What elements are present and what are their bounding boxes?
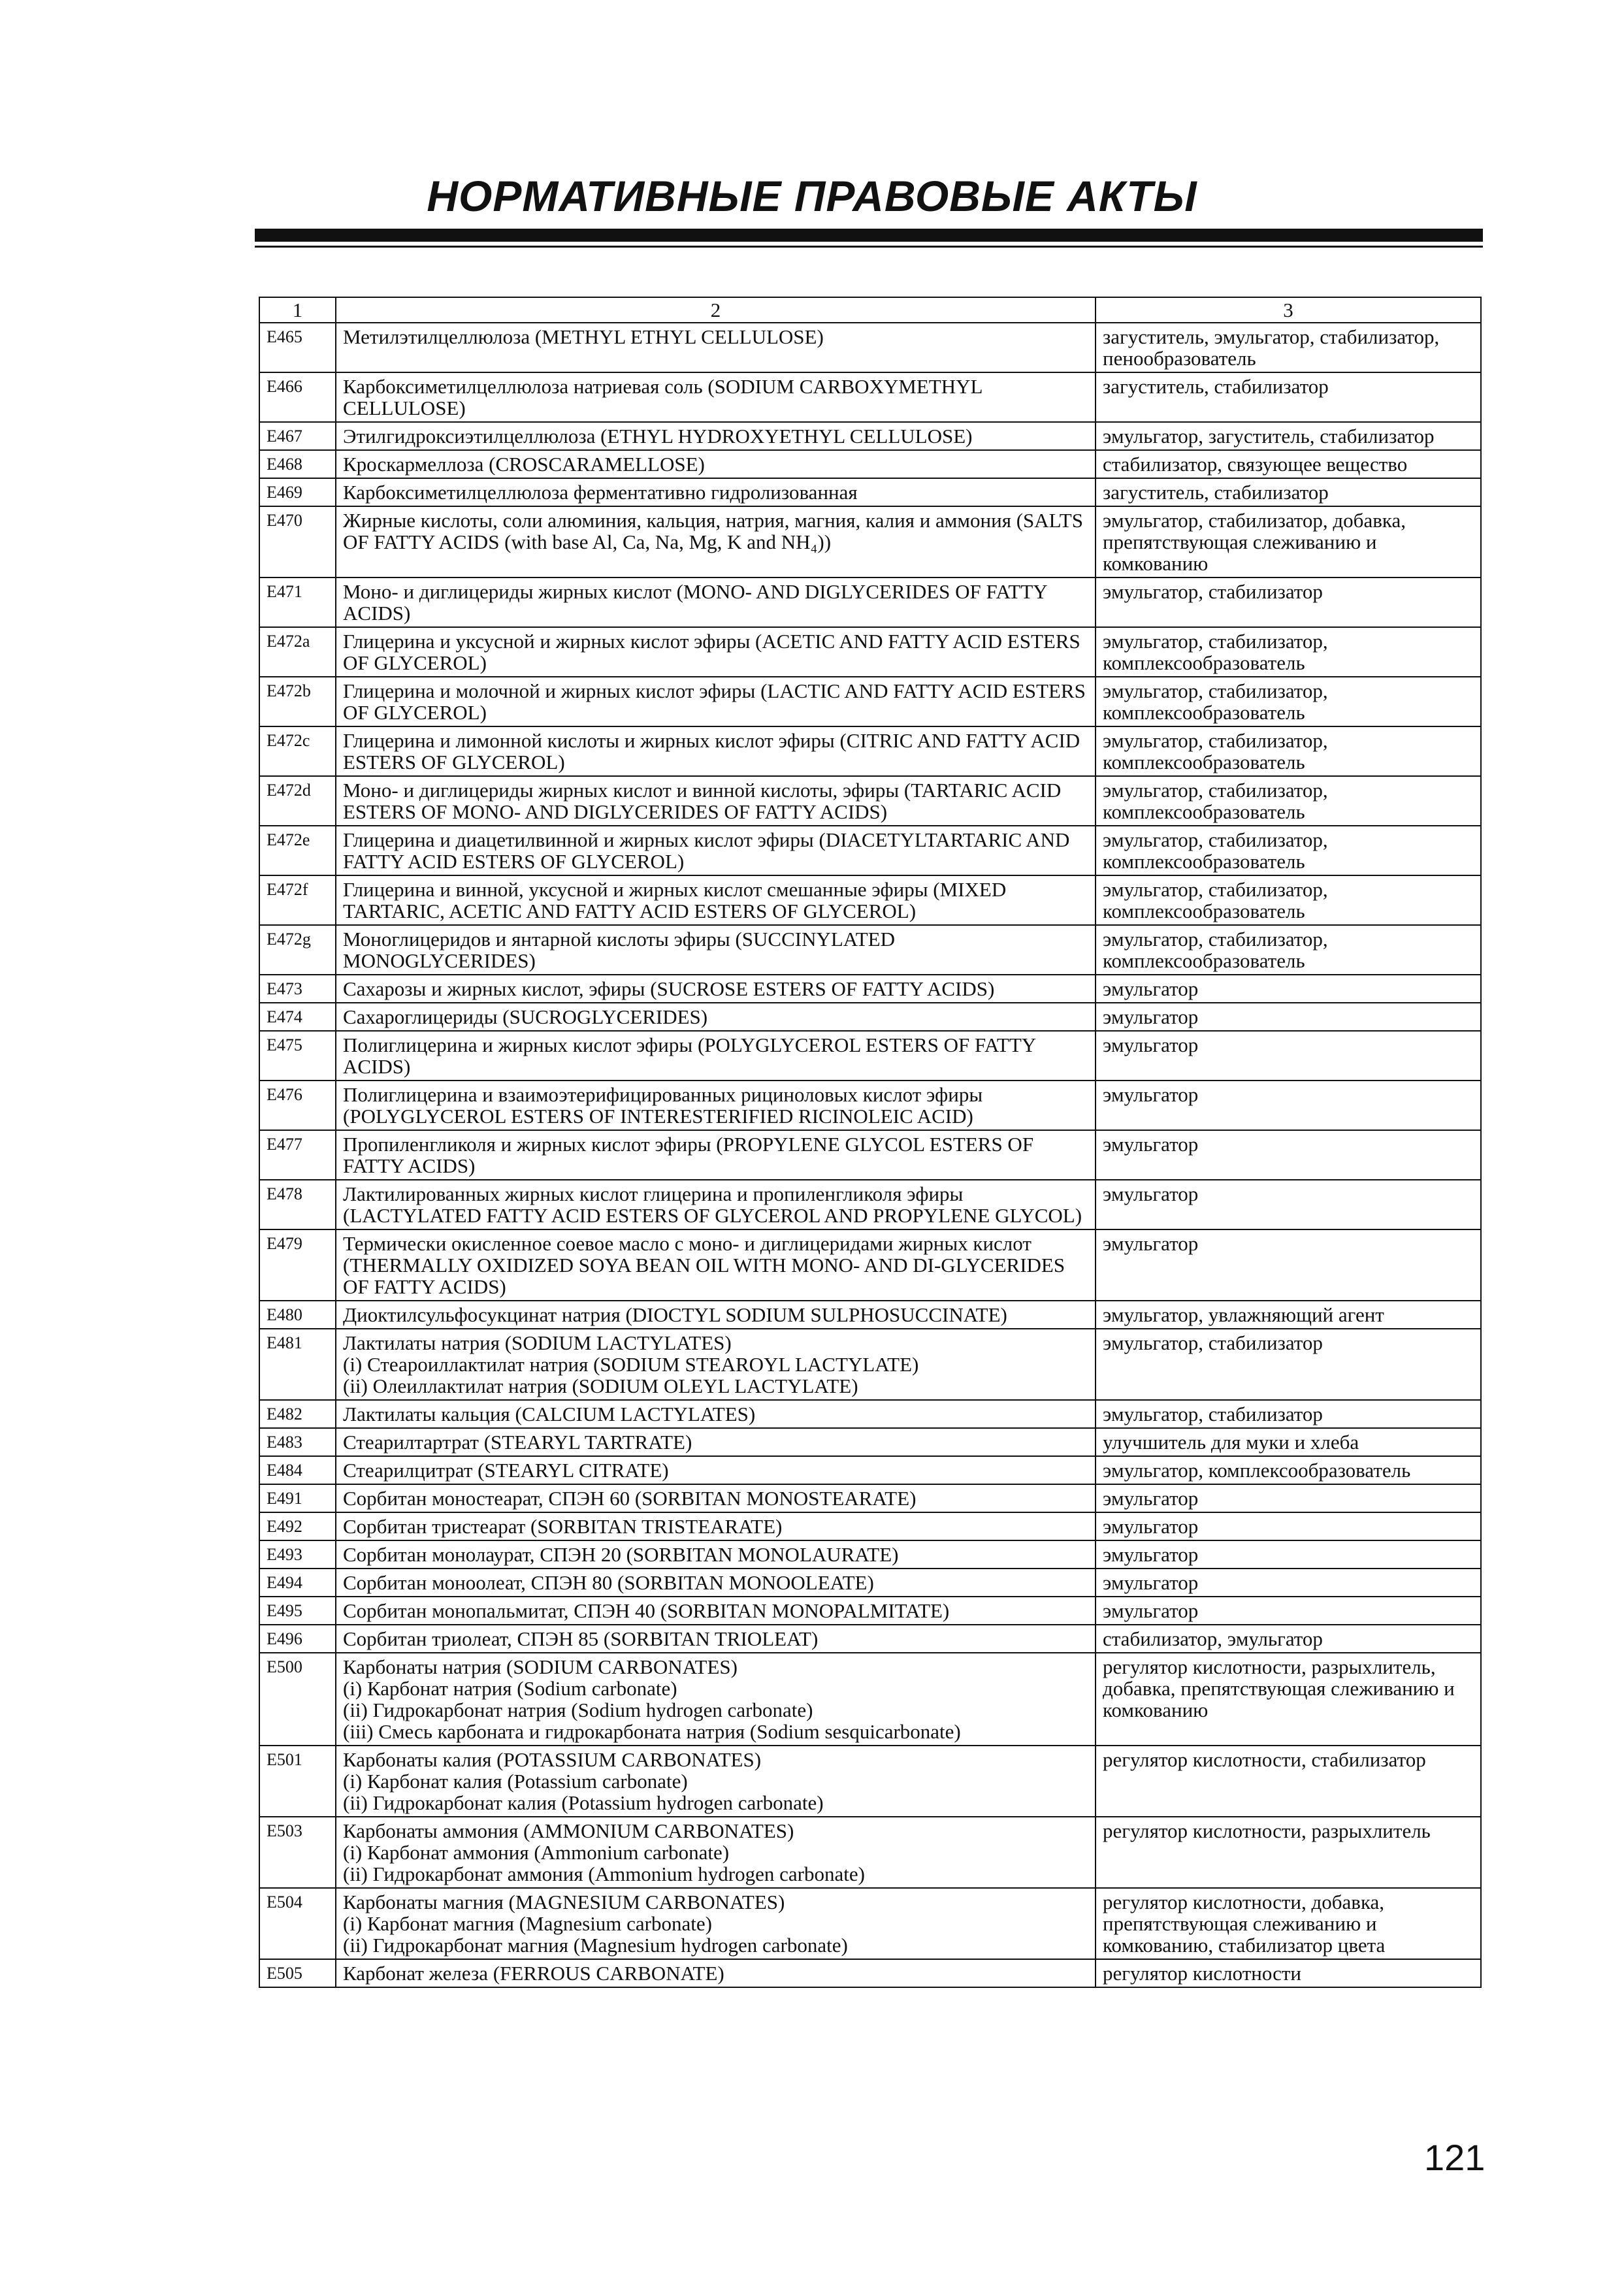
additive-function: эмульгатор, стабилизатор, комплексообразователь — [1096, 925, 1481, 975]
additive-name-cell — [336, 1329, 1096, 1400]
table-row — [259, 776, 1481, 826]
additive-subitem: (i) Карбонат магния (Magnesium carbonate) — [343, 1912, 712, 1935]
additive-name: Моно- и диглицериды жирных кислот (MONO- AND DIGLYCERIDES OF FATTY ACIDS) — [343, 580, 1047, 625]
column-header: 2 — [336, 297, 1096, 323]
additive-function: эмульгатор — [1096, 1540, 1481, 1569]
additive-name: Глицерина и винной, уксусной и жирных кислот смешанные эфиры (MIXED TARTARIC, ACETIC AND FATTY ACID ESTERS OF GLYCEROL) — [343, 878, 1007, 922]
additive-function: эмульгатор, комплексообразователь — [1096, 1456, 1481, 1484]
table-row — [259, 1569, 1481, 1597]
additive-name-cell — [336, 1484, 1096, 1512]
additive-name: Диоктилсульфосукцинат натрия (DIOCTYL SODIUM SULPHOSUCCINATE) — [343, 1303, 1007, 1326]
additive-code: E465 — [259, 323, 336, 372]
additive-code: E496 — [259, 1625, 336, 1653]
additive-name-cell — [336, 450, 1096, 478]
additive-code: E471 — [259, 577, 336, 627]
table-row — [259, 1817, 1481, 1888]
additive-function: регулятор кислотности, разрыхлитель — [1096, 1817, 1481, 1888]
additive-name-cell — [336, 1301, 1096, 1329]
additive-function: эмульгатор, стабилизатор — [1096, 1329, 1481, 1400]
additive-function: загуститель, эмульгатор, стабилизатор, пенообразователь — [1096, 323, 1481, 372]
additive-code: E467 — [259, 422, 336, 450]
table-row — [259, 826, 1481, 875]
additive-name: Глицерина и молочной и жирных кислот эфиры (LACTIC AND FATTY ACID ESTERS OF GLYCEROL) — [343, 679, 1086, 724]
additive-function: эмульгатор — [1096, 1003, 1481, 1031]
additive-function: эмульгатор — [1096, 1031, 1481, 1081]
table-row — [259, 1456, 1481, 1484]
table-row — [259, 323, 1481, 372]
additive-function: эмульгатор — [1096, 1512, 1481, 1540]
table-row — [259, 1888, 1481, 1959]
additive-code: E472g — [259, 925, 336, 975]
additive-name-cell — [336, 372, 1096, 422]
additive-name: Сорбитан монолаурат, СПЭН 20 (SORBITAN MONOLAURATE) — [343, 1543, 899, 1566]
additive-name-cell — [336, 1031, 1096, 1081]
additive-code: E475 — [259, 1031, 336, 1081]
additive-function: эмульгатор, стабилизатор, комплексообразователь — [1096, 875, 1481, 925]
additive-function: эмульгатор — [1096, 1180, 1481, 1229]
additive-subitem: (ii) Гидрокарбонат калия (Potassium hydrogen carbonate) — [343, 1791, 824, 1814]
additive-function: эмульгатор — [1096, 1130, 1481, 1180]
additive-name: Сахароглицериды (SUCROGLYCERIDES) — [343, 1005, 708, 1028]
additive-code: E479 — [259, 1229, 336, 1301]
additive-code: E466 — [259, 372, 336, 422]
column-header: 3 — [1096, 297, 1481, 323]
table-row — [259, 1625, 1481, 1653]
table-row — [259, 1031, 1481, 1081]
additive-code: E472f — [259, 875, 336, 925]
additive-subitem: (i) Карбонат натрия (Sodium carbonate) — [343, 1677, 677, 1700]
additive-name-cell — [336, 1229, 1096, 1301]
header-rule-thin — [255, 246, 1483, 248]
additive-function: загуститель, стабилизатор — [1096, 478, 1481, 506]
table-row — [259, 478, 1481, 506]
additive-name: Полиглицерина и жирных кислот эфиры (POLYGLYCEROL ESTERS OF FATTY ACIDS) — [343, 1033, 1036, 1078]
additive-name: Сорбитан монопальмитат, СПЭН 40 (SORBITAN MONOPALMITATE) — [343, 1599, 950, 1622]
table-row — [259, 975, 1481, 1003]
additive-function: эмульгатор — [1096, 1569, 1481, 1597]
additive-name: Глицерина и диацетилвинной и жирных кислот эфиры (DIACETYLTARTARIC AND FATTY ACID ESTERS OF GLYCEROL) — [343, 828, 1070, 873]
additives-table — [259, 297, 1482, 1988]
additive-function: эмульгатор — [1096, 975, 1481, 1003]
additive-function: стабилизатор, эмульгатор — [1096, 1625, 1481, 1653]
additive-name: Стеарилтартрат (STEARYL TARTRATE) — [343, 1431, 692, 1454]
additive-subitem: (i) Стеароиллактилат натрия (SODIUM STEAROYL LACTYLATE) — [343, 1353, 919, 1376]
additive-code: E483 — [259, 1428, 336, 1456]
additive-function: эмульгатор — [1096, 1229, 1481, 1301]
additive-code: E469 — [259, 478, 336, 506]
additive-name-cell — [336, 1746, 1096, 1817]
additive-name: Полиглицерина и взаимоэтерифицированных рициноловых кислот эфиры (POLYGLYCEROL ESTERS OF INTERESTERIFIED RICINOLEIC ACID) — [343, 1083, 983, 1128]
additive-name: Сорбитан моностеарат, СПЭН 60 (SORBITAN MONOSTEARATE) — [343, 1487, 917, 1510]
additive-name: Лактилаты натрия (SODIUM LACTYLATES) — [343, 1331, 732, 1354]
additive-name-cell — [336, 925, 1096, 975]
table-row — [259, 1540, 1481, 1569]
additive-subitem: (ii) Олеиллактилат натрия (SODIUM OLEYL LACTYLATE) — [343, 1374, 858, 1397]
additive-name-cell — [336, 323, 1096, 372]
additive-subitem: (iii) Смесь карбоната и гидрокарбоната натрия (Sodium sesquicarbonate) — [343, 1720, 961, 1743]
additive-code: E474 — [259, 1003, 336, 1031]
additive-function: эмульгатор, стабилизатор — [1096, 1400, 1481, 1428]
additive-code: E472e — [259, 826, 336, 875]
additive-subitem: (ii) Гидрокарбонат магния (Magnesium hydrogen carbonate) — [343, 1934, 848, 1957]
table-body — [259, 323, 1481, 1987]
table-row — [259, 627, 1481, 677]
table-row — [259, 450, 1481, 478]
additive-name: Лактилированных жирных кислот глицерина и пропиленгликоля эфиры (LACTYLATED FATTY ACID ESTERS OF GLYCEROL AND PROPYLENE GLYCOL) — [343, 1182, 1082, 1227]
additive-name-cell — [336, 1653, 1096, 1746]
table-row — [259, 1329, 1481, 1400]
additive-name-cell — [336, 1625, 1096, 1653]
additive-name-cell — [336, 1540, 1096, 1569]
table-row — [259, 1003, 1481, 1031]
table-row — [259, 1180, 1481, 1229]
additive-name-cell — [336, 875, 1096, 925]
additive-name-cell — [336, 826, 1096, 875]
additive-name-cell — [336, 478, 1096, 506]
additive-code: E493 — [259, 1540, 336, 1569]
additive-name-cell — [336, 1003, 1096, 1031]
additive-subitem: (ii) Гидрокарбонат натрия (Sodium hydrogen carbonate) — [343, 1699, 813, 1721]
additive-name: Лактилаты кальция (CALCIUM LACTYLATES) — [343, 1403, 756, 1425]
additive-name: Глицерина и лимонной кислоты и жирных кислот эфиры (CITRIC AND FATTY ACID ESTERS OF GLYCEROL) — [343, 729, 1080, 773]
additive-name: Сахарозы и жирных кислот, эфиры (SUCROSE ESTERS OF FATTY ACIDS) — [343, 977, 995, 1000]
table-row — [259, 1959, 1481, 1987]
additive-name-cell — [336, 1569, 1096, 1597]
table-row — [259, 577, 1481, 627]
header-rule-thick — [255, 229, 1483, 242]
additive-function: регулятор кислотности, добавка, препятствующая слеживанию и комкованию, стабилизатор цвета — [1096, 1888, 1481, 1959]
additive-name: Карбонаты аммония (AMMONIUM CARBONATES) — [343, 1819, 794, 1842]
additive-function: эмульгатор, стабилизатор, комплексообразователь — [1096, 677, 1481, 726]
additive-name: Карбоксиметилцеллюлоза натриевая соль (SODIUM CARBOXYMETHYL CELLULOSE) — [343, 375, 983, 419]
additive-function: эмульгатор, стабилизатор, добавка, препятствующая слеживанию и комкованию — [1096, 506, 1481, 577]
additive-name: Термически окисленное соевое масло с моно- и диглицеридами жирных кислот (THERMALLY OXIDIZED SOYA BEAN OIL WITH MONO- AND DI-GLYCERIDES OF FATTY ACIDS) — [343, 1232, 1065, 1298]
additive-code: E495 — [259, 1597, 336, 1625]
additive-code: E480 — [259, 1301, 336, 1329]
additive-name-cell — [336, 1130, 1096, 1180]
additive-name: Карбонаты калия (POTASSIUM CARBONATES) — [343, 1748, 762, 1771]
additive-subitem: (ii) Гидрокарбонат аммония (Ammonium hydrogen carbonate) — [343, 1862, 865, 1885]
additive-function: регулятор кислотности, разрыхлитель, добавка, препятствующая слеживанию и комкованию — [1096, 1653, 1481, 1746]
table-row — [259, 726, 1481, 776]
table-row — [259, 422, 1481, 450]
additive-function: загуститель, стабилизатор — [1096, 372, 1481, 422]
additive-name-cell — [336, 1400, 1096, 1428]
additive-name-cell — [336, 1888, 1096, 1959]
table-row — [259, 925, 1481, 975]
additive-code: E494 — [259, 1569, 336, 1597]
additive-code: E500 — [259, 1653, 336, 1746]
additive-name: Жирные кислоты, соли алюминия, кальция, натрия, магния, калия и аммония (SALTS OF FATTY ACIDS (with base Al, Ca, Na, Mg, K and NH₄)) — [343, 509, 1083, 553]
additive-name-cell — [336, 975, 1096, 1003]
additive-name-cell — [336, 1817, 1096, 1888]
additive-function: эмульгатор — [1096, 1597, 1481, 1625]
table-row — [259, 1428, 1481, 1456]
additive-code: E481 — [259, 1329, 336, 1400]
additive-name: Пропиленгликоля и жирных кислот эфиры (PROPYLENE GLYCOL ESTERS OF FATTY ACIDS) — [343, 1133, 1034, 1177]
table-row — [259, 1229, 1481, 1301]
additive-name-cell — [336, 1081, 1096, 1130]
additive-name: Этилгидроксиэтилцеллюлоза (ETHYL HYDROXYETHYL CELLULOSE) — [343, 425, 973, 447]
table-row — [259, 1746, 1481, 1817]
table-row — [259, 1081, 1481, 1130]
additive-function: эмульгатор — [1096, 1484, 1481, 1512]
additive-name-cell — [336, 1180, 1096, 1229]
additive-name-cell — [336, 422, 1096, 450]
additive-name: Сорбитан тристеарат (SORBITAN TRISTEARATE) — [343, 1515, 783, 1538]
table-row — [259, 1400, 1481, 1428]
additive-name-cell — [336, 1512, 1096, 1540]
table-row — [259, 1484, 1481, 1512]
additive-name-cell — [336, 1428, 1096, 1456]
additive-code: E505 — [259, 1959, 336, 1987]
additive-function: регулятор кислотности — [1096, 1959, 1481, 1987]
table-row — [259, 1130, 1481, 1180]
additive-function: эмульгатор — [1096, 1081, 1481, 1130]
additive-function: эмульгатор, стабилизатор, комплексообразователь — [1096, 627, 1481, 677]
additive-code: E472c — [259, 726, 336, 776]
additive-function: эмульгатор, стабилизатор — [1096, 577, 1481, 627]
additive-name: Сорбитан моноолеат, СПЭН 80 (SORBITAN MONOOLEATE) — [343, 1571, 874, 1594]
table-row — [259, 1597, 1481, 1625]
additive-function: эмульгатор, стабилизатор, комплексообразователь — [1096, 776, 1481, 826]
additive-code: E482 — [259, 1400, 336, 1428]
additive-function: стабилизатор, связующее вещество — [1096, 450, 1481, 478]
additive-name: Карбоксиметилцеллюлоза ферментативно гидролизованная — [343, 481, 858, 504]
additive-code: E503 — [259, 1817, 336, 1888]
table-row — [259, 875, 1481, 925]
table-row — [259, 677, 1481, 726]
additive-name: Карбонаты магния (MAGNESIUM CARBONATES) — [343, 1891, 785, 1913]
table-row — [259, 372, 1481, 422]
additive-name-cell — [336, 776, 1096, 826]
additive-name-cell — [336, 726, 1096, 776]
additive-name: Стеарилцитрат (STEARYL CITRATE) — [343, 1459, 669, 1482]
additive-code: E491 — [259, 1484, 336, 1512]
additive-subitem: (i) Карбонат аммония (Ammonium carbonate) — [343, 1841, 730, 1864]
additive-name-cell — [336, 577, 1096, 627]
table-header-row — [259, 297, 1481, 323]
additive-name: Сорбитан триолеат, СПЭН 85 (SORBITAN TRIOLEAT) — [343, 1627, 819, 1650]
additive-name: Моноглицеридов и янтарной кислоты эфиры (SUCCINYLATED MONOGLYCERIDES) — [343, 928, 896, 972]
additive-name-cell — [336, 627, 1096, 677]
additive-function: улучшитель для муки и хлеба — [1096, 1428, 1481, 1456]
additive-code: E492 — [259, 1512, 336, 1540]
additive-code: E501 — [259, 1746, 336, 1817]
additive-name-cell — [336, 1456, 1096, 1484]
additive-code: E470 — [259, 506, 336, 577]
additive-code: E472b — [259, 677, 336, 726]
additive-code: E484 — [259, 1456, 336, 1484]
additive-name: Кроскармеллоза (CROSCARAMELLOSE) — [343, 453, 705, 476]
additive-name-cell — [336, 1959, 1096, 1987]
additive-name-cell — [336, 1597, 1096, 1625]
table-row — [259, 1301, 1481, 1329]
additive-function: эмульгатор, загуститель, стабилизатор — [1096, 422, 1481, 450]
additive-function: эмульгатор, стабилизатор, комплексообразователь — [1096, 726, 1481, 776]
additive-code: E477 — [259, 1130, 336, 1180]
additive-code: E473 — [259, 975, 336, 1003]
additive-code: E476 — [259, 1081, 336, 1130]
additive-code: E504 — [259, 1888, 336, 1959]
additive-code: E468 — [259, 450, 336, 478]
additive-name: Карбонаты натрия (SODIUM CARBONATES) — [343, 1655, 738, 1678]
table-row — [259, 1512, 1481, 1540]
table-row — [259, 1653, 1481, 1746]
additive-code: E478 — [259, 1180, 336, 1229]
table-row — [259, 506, 1481, 577]
additive-name-cell — [336, 506, 1096, 577]
additive-function: регулятор кислотности, стабилизатор — [1096, 1746, 1481, 1817]
additive-function: эмульгатор, увлажняющий агент — [1096, 1301, 1481, 1329]
column-header: 1 — [259, 297, 336, 323]
additive-code: E472d — [259, 776, 336, 826]
additive-function: эмульгатор, стабилизатор, комплексообразователь — [1096, 826, 1481, 875]
additive-subitem: (i) Карбонат калия (Potassium carbonate) — [343, 1770, 688, 1793]
additive-name: Моно- и диглицериды жирных кислот и винной кислоты, эфиры (TARTARIC ACID ESTERS OF MONO- AND DIGLYCERIDES OF FATTY ACIDS) — [343, 779, 1062, 823]
additive-name: Карбонат железа (FERROUS CARBONATE) — [343, 1962, 724, 1985]
additive-name: Глицерина и уксусной и жирных кислот эфиры (ACETIC AND FATTY ACID ESTERS OF GLYCEROL) — [343, 630, 1080, 674]
additive-code: E472a — [259, 627, 336, 677]
additive-name: Метилэтилцеллюлоза (METHYL ETHYL CELLULOSE) — [343, 325, 824, 348]
page-number: 121 — [1424, 2137, 1486, 2178]
page-title: НОРМАТИВНЫЕ ПРАВОВЫЕ АКТЫ — [427, 172, 1197, 220]
additive-name-cell — [336, 677, 1096, 726]
